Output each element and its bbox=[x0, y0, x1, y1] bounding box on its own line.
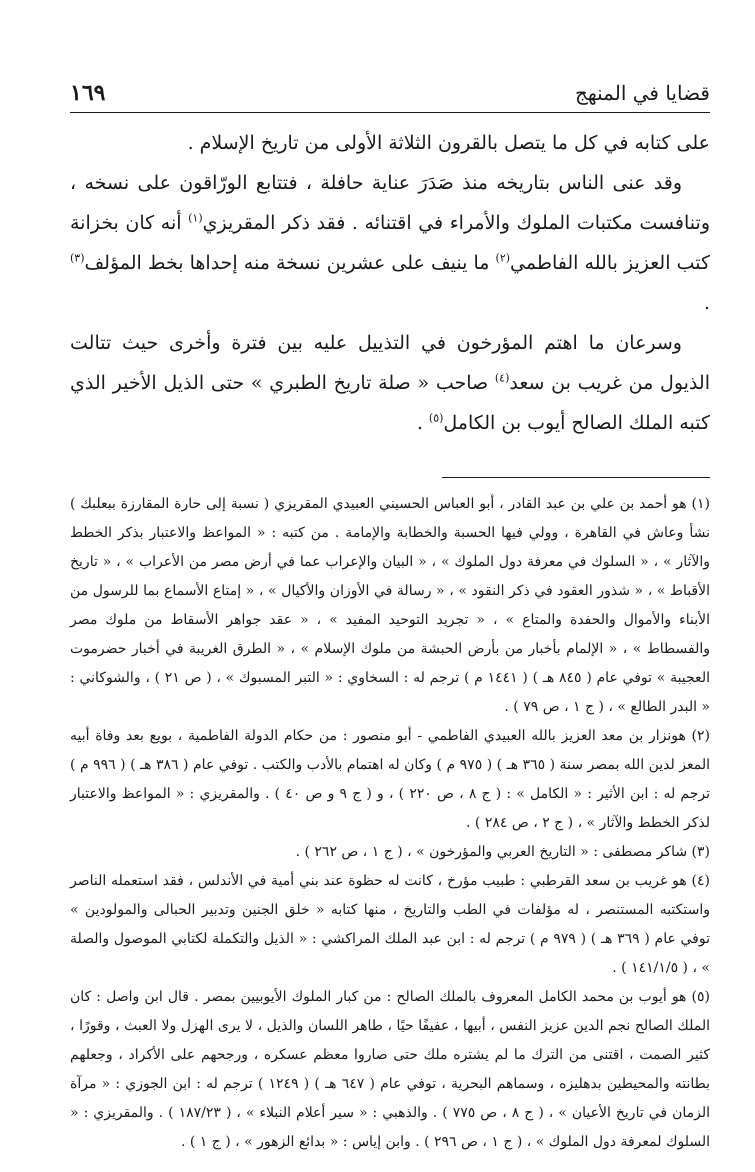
body-paragraph-1: على كتابه في كل ما يتصل بالقرون الثلاثة الأولى من تاريخ الإسلام . bbox=[187, 132, 710, 154]
footnote-ref-2: (٢) bbox=[495, 251, 511, 265]
book-page bbox=[70, 80, 710, 1157]
footnotes bbox=[70, 490, 710, 1157]
footnote-1: (١) هو أحمد بن علي بن عبد القادر ، أبو العباس الحسيني العبيدي المقريزي ( نسبة إلى حارة المقارزة ببعلبك ) نشأ وعاش في القاهرة ، وولي فيها الحسبة والخطابة والإمامة . من كتبه : « المواعظ والاعتبار بذكر الخطط والآثار » ، « السلوك في معرفة دول الملوك » ، « البيان والإعراب عما في أرض مصر من الأعراب » ، « تاريخ الأقباط » ، « شذور العقود في ذكر النقود » ، « رسالة في الأوزان والأكيال » ، « إمتاع الأسماع بما للرسول من الأبناء والأموال والحفدة والمتاع » ، « تجريد التوحيد المفيد » ، « عقد جواهر الأسقاط من ملوك مصر والفسطاط » ، « الإلمام بأخبار من بأرض الحبشة من ملوك الإسلام » ، « الطرق الغريبة في أخبار حضرموت العجيبة » توفي عام ( ٨٤٥ هـ ) ( ١٤٤١ م ) ترجم له : السخاوي : « التبر المسبوك » ، ( ص ٢١ ) ، والشوكاني : « البدر الطالع » ، ( ج ١ ، ص ٧٩ ) . bbox=[70, 496, 710, 715]
footnote-ref-5: (٥) bbox=[428, 411, 444, 425]
footnote-separator bbox=[442, 477, 710, 478]
body-paragraph-2: وقد عنى الناس بتاريخه منذ صَدَرَ عناية حافلة ، فتتابع الورّاقون على نسخه ، وتنافست مكتبات الملوك والأمراء في اقتنائه . فقد ذكر المقريزي$^{(١)}$ أنه كان بخزانة كتب العزيز بالله الفاطمي$^{(٢)}$ ما ينيف على عشرين نسخة منه إحداها بخط المؤلف$^{(٣)}$ . bbox=[70, 172, 711, 314]
body-paragraph-3: وسرعان ما اهتم المؤرخون في التذييل عليه بين فترة وأخرى حيث تتالت الذيول من غريب بن سعد$^{(٤)}$ صاحب « صلة تاريخ الطبري » حتى الذيل الأخير الذي كتبه الملك الصالح أيوب بن الكامل$^{(٥)}$ . bbox=[70, 332, 710, 434]
footnote-ref-3: (٣) bbox=[70, 251, 85, 265]
footnote-4: (٤) هو غريب بن سعد القرطبي : طبيب مؤرخ ، كانت له حظوة عند بني أمية في الأندلس ، فقد استعمله الناصر واستكتبه المستنصر ، له مؤلفات في الطب والتاريخ ، منها كتابه « خلق الجنين وتدبير الحبالى والمولودين » توفي عام ( ٣٦٩ هـ ) ( ٩٧٩ م ) ترجم له : ابن عبد الملك المراكشي : « الذيل والتكملة لكتابي الموصول والصلة » ، ( ١٤١/١/٥ ) . bbox=[70, 873, 710, 976]
running-title: قضايا في المنهج bbox=[575, 81, 710, 105]
body-text bbox=[70, 123, 710, 443]
page-number: ١٦٩ bbox=[70, 80, 106, 106]
footnote-ref-4: (٤) bbox=[494, 371, 510, 385]
footnote-3: (٣) شاكر مصطفى : « التاريخ العربي والمؤرخون » ، ( ج ١ ، ص ٢٦٢ ) . bbox=[295, 844, 710, 860]
page-header bbox=[70, 80, 710, 113]
footnote-5: (٥) هو أيوب بن محمد الكامل المعروف بالملك الصالح : من كبار الملوك الأيوبيين بمصر . قال ابن واصل : كان الملك الصالح نجم الدين عزيز النفس ، أبيها ، عفيفًا حيًا ، طاهر اللسان والذيل ، لا يرى الهزل ولا العبث ، وقورًا ، كثير الصمت ، اقتنى من الترك ما لم يشتره ملك حتى صاروا معظم عسكره ، ورجحهم على الأكراد ، وجعلهم بطانته والمحيطين بدهليزه ، وسماهم البحرية ، توفي عام ( ٦٤٧ هـ ) ( ١٢٤٩ ) ترجم له : ابن الجوزي : « مرآة الزمان في تاريخ الأعيان » ، ( ج ٨ ، ص ٧٧٥ ) . والذهبي : « سير أعلام النبلاء » ، ( ١٨٧/٢٣ ) . والمقريزي : « السلوك لمعرفة دول الملوك » ، ( ج ١ ، ص ٢٩٦ ) . وابن إياس : « بدائع الزهور » ، ( ج ١ ) . bbox=[70, 989, 711, 1150]
footnote-ref-1: (١) bbox=[188, 211, 203, 225]
footnote-2: (٢) هونزار بن معد العزيز بالله العبيدي الفاطمي - أبو منصور : من حكام الدولة الفاطمية ، بويع بعد وفاة أبيه المعز لدين الله بمصر سنة ( ٣٦٥ هـ ) ( ٩٧٥ م ) وكان له اهتمام بالأدب والكتب . توفي عام ( ٣٨٦ هـ ) ( ٩٩٦ م ) ترجم له : ابن الأثير : « الكامل » : ( ج ٨ ، ص ٢٢٠ ) ، و ( ج ٩ و ص ٤٠ ) . والمقريزي : « المواعظ والاعتبار لذكر الخطط والآثار » ، ( ج ٢ ، ص ٢٨٤ ) . bbox=[70, 728, 711, 831]
